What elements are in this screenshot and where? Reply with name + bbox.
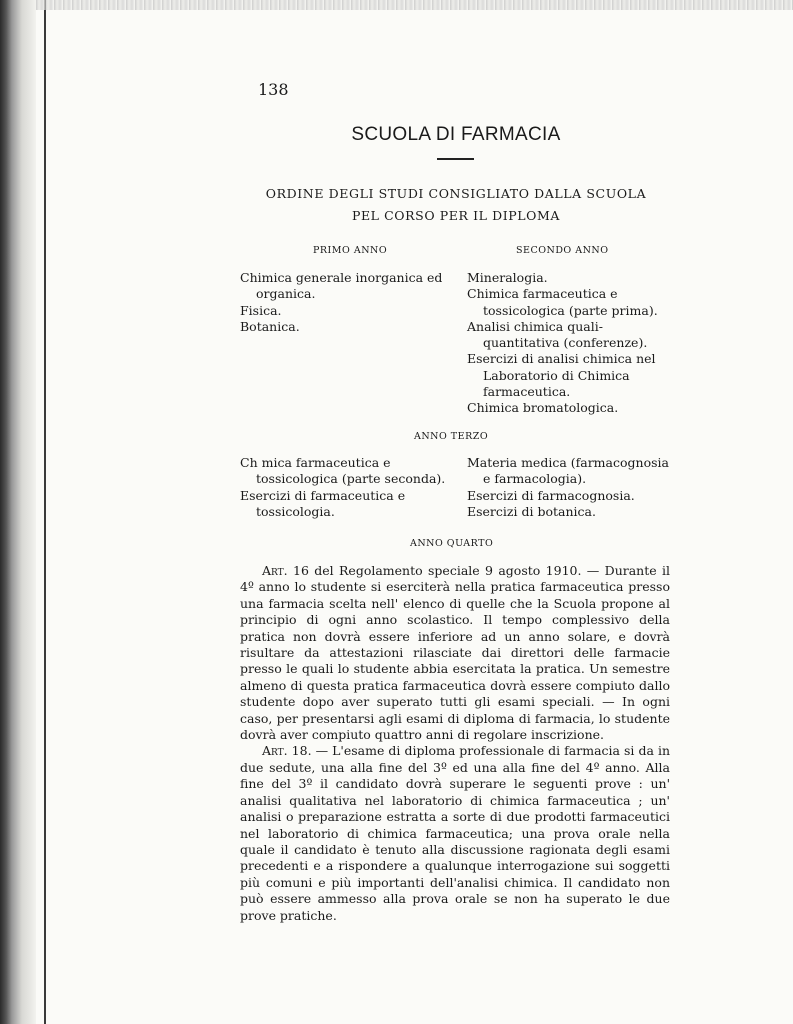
article-16 (240, 563, 670, 743)
gutter-line (44, 0, 46, 1024)
article-label: Art. (262, 743, 288, 759)
subtitle-line: PEL CORSO PER IL DIPLOMA (351, 208, 561, 223)
page-number: 138 (258, 80, 289, 99)
anno-quarto-heading: ANNO QUARTO (410, 538, 494, 549)
course-item: Ch mica farmaceutica e tossicologica (parte seconda). (240, 455, 446, 487)
anno-terzo-left-list (240, 455, 452, 520)
course-item: Chimica generale inorganica ed organica. (240, 270, 443, 302)
primo-anno-list (240, 270, 452, 335)
page-title: SCUOLA DI FARMACIA (351, 124, 561, 145)
course-item: Chimica farmaceutica e tossicologica (parte prima). (467, 286, 658, 318)
course-item: Materia medica (farmacognosia e farmacologia). (467, 455, 669, 487)
secondo-anno-list (467, 270, 673, 417)
course-item: Esercizi di botanica. (467, 503, 596, 519)
secondo-anno-heading: SECONDO ANNO (516, 245, 609, 256)
subtitle (236, 183, 676, 227)
course-item: Botanica. (240, 318, 300, 334)
article-body: 16 del Regolamento speciale 9 agosto 1910. — Durante il 4º anno lo studente si eserciterà nella pratica farmaceutica presso una farmacia scelta nell' elenco di quelle che la Scuola propone al principio di ogni anno scolastico. Il tempo complessivo della pratica non dovrà essere inferiore ad un anno solare, e dovrà risultare da attestazioni rilasciate dai direttori delle farmacie presso le quali lo studente abbia esercitata la pratica. Un semestre almeno di questa pratica farmaceutica dovrà essere compiuto dallo studente dopo aver superato tutti gli esami speciali. — In ogni caso, per presentarsi agli esami di diploma di farmacia, lo studente dovrà aver compiuto quattro anni di regolare inscrizione. (240, 563, 670, 743)
anno-terzo-right-list (467, 455, 673, 520)
article-body: 18. — L'esame di diploma professionale di farmacia si da in due sedute, una alla fine del 3º ed una alla fine del 4º anno. Alla fine del 3º il candidato dovrà superare le seguenti prove : un' analisi qualitativa nel laboratorio di chimica farmaceutica ; un' analisi o preparazione estratta a sorte di due prodotti farmaceutici nel laboratorio di chimica farmaceutica; una prova orale nella quale il candidato è tenuto alla discussione ragionata degli esami precedenti e a rispondere a qualunque interrogazione sui soggetti più comuni e più importanti dell'analisi chimica. Il candidato non può essere ammesso alla prova orale se non ha superato le due prove pratiche. (240, 743, 670, 923)
article-18 (240, 743, 670, 923)
title-rule (437, 158, 474, 160)
course-item: Analisi chimica quali-quantitativa (conferenze). (467, 318, 648, 351)
course-item: Fisica. (240, 302, 282, 318)
course-item: Esercizi di farmacognosia. (467, 487, 635, 503)
subtitle-line: ORDINE DEGLI STUDI CONSIGLIATO DALLA SCUOLA (265, 186, 647, 201)
course-item: Esercizi di farmaceutica e tossicologia. (240, 487, 406, 519)
page-top-edge (36, 0, 793, 10)
regulation-text (240, 563, 670, 924)
anno-terzo-heading: ANNO TERZO (414, 431, 489, 442)
book-binding-edge (0, 0, 36, 1024)
course-item: Esercizi di analisi chimica nel Laboratorio di Chimica farmaceutica. (467, 351, 656, 400)
course-item: Chimica bromatologica. (467, 400, 619, 416)
course-item: Mineralogia. (467, 270, 548, 285)
article-label: Art. (262, 563, 288, 578)
primo-anno-heading: PRIMO ANNO (313, 245, 388, 256)
